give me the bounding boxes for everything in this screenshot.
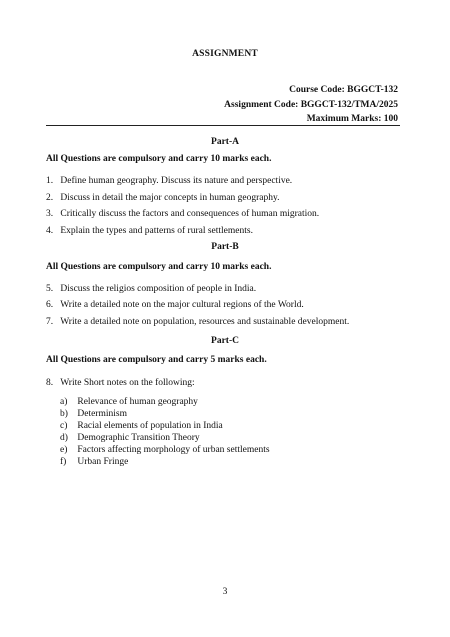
- question-number: 6.: [46, 300, 54, 310]
- question-item: [46, 209, 319, 219]
- short-note-text: Relevance of human geography: [77, 397, 198, 407]
- question-text: Write a detailed note on the major cultural regions of the World.: [60, 300, 304, 310]
- short-note-item: [60, 457, 128, 467]
- page-number: 3: [222, 587, 228, 597]
- question-number: 7.: [46, 317, 54, 327]
- short-note-letter: b): [60, 409, 68, 419]
- question-item: [46, 176, 292, 186]
- maximum-marks: Maximum Marks: 100: [306, 114, 398, 124]
- question-number: 5.: [46, 284, 54, 294]
- question-number: 3.: [46, 209, 54, 219]
- question-text: Write Short notes on the following:: [60, 378, 195, 388]
- part-b-instruction: All Questions are compulsory and carry 10 marks each.: [46, 262, 272, 272]
- short-note-item: [60, 409, 127, 419]
- question-text: Explain the types and patterns of rural settlements.: [60, 226, 253, 236]
- question-text: Write a detailed note on population, resources and sustainable development.: [60, 317, 350, 327]
- header-divider: [46, 125, 400, 126]
- part-c-instruction: All Questions are compulsory and carry 5 marks each.: [46, 355, 267, 365]
- part-a-heading: Part-A: [211, 137, 239, 147]
- short-note-letter: c): [60, 421, 68, 431]
- assignment-meta: [224, 83, 398, 127]
- question-text: Discuss the religios composition of people in India.: [60, 284, 257, 294]
- course-code: Course Code: BGGCT-132: [289, 85, 398, 95]
- question-number: 8.: [46, 378, 54, 388]
- short-note-text: Demographic Transition Theory: [77, 433, 200, 443]
- question-number: 4.: [46, 226, 54, 236]
- short-note-text: Determinism: [77, 409, 127, 419]
- question-text: Discuss in detail the major concepts in human geography.: [60, 193, 280, 203]
- question-item: [46, 193, 280, 203]
- short-note-letter: d): [60, 433, 68, 443]
- short-note-letter: f): [60, 457, 67, 467]
- short-note-text: Urban Fringe: [77, 457, 129, 467]
- question-item: [46, 284, 256, 294]
- short-note-item: [60, 445, 270, 455]
- question-item: [46, 317, 349, 327]
- document-title: ASSIGNMENT: [192, 49, 258, 59]
- assignment-code: Assignment Code: BGGCT-132/TMA/2025: [224, 99, 398, 110]
- short-note-item: [60, 397, 198, 407]
- short-note-text: Factors affecting morphology of urban settlements: [77, 445, 270, 455]
- short-note-letter: e): [60, 445, 68, 455]
- question-text: Critically discuss the factors and consequences of human migration.: [60, 209, 320, 219]
- question-item: [46, 300, 304, 310]
- short-note-letter: a): [60, 397, 68, 407]
- part-b-heading: Part-B: [211, 242, 239, 252]
- short-note-text: Racial elements of population in India: [77, 421, 223, 431]
- question-item: [46, 226, 253, 236]
- question-text: Define human geography. Discuss its nature and perspective.: [60, 176, 293, 186]
- part-c-heading: Part-C: [211, 336, 239, 346]
- question-number: 2.: [46, 193, 54, 203]
- question-number: 1.: [46, 176, 54, 186]
- part-a-instruction: All Questions are compulsory and carry 10 marks each.: [46, 154, 272, 164]
- short-note-item: [60, 433, 200, 443]
- question-item: [46, 378, 195, 388]
- short-note-item: [60, 421, 223, 431]
